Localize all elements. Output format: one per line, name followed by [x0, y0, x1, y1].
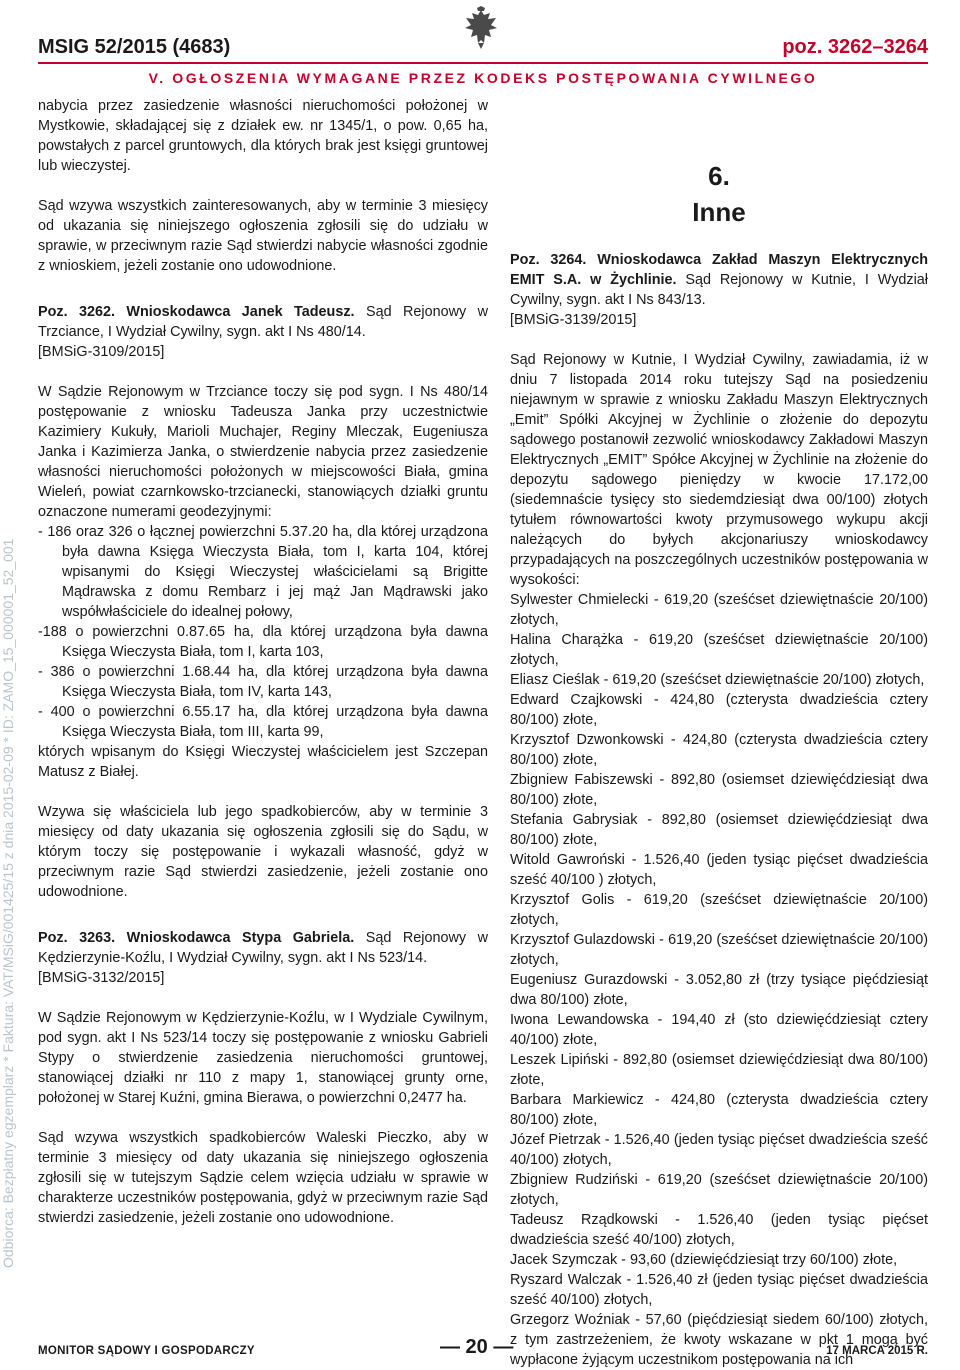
paragraph: [BMSiG-3109/2015] [38, 344, 165, 360]
paragraph: Sąd wzywa wszystkich spadkobierców Waleski Pieczko, aby w terminie 3 miesięcy od daty ukazania się niniejszego ogłoszenia zgłosili się w tutejszym Sądzie celem wzięcia udziału w sprawie w charakterze uczestników postępowania, gdyż w przeciwnym razie Sąd stwierdzi zasiedzenie, jeżeli zostanie ono udowodnione. [38, 1130, 488, 1226]
paragraph: Sąd wzywa wszystkich zainteresowanych, aby w terminie 3 miesięcy od ukazania się niniejszego ogłoszenia zgłosili się do udziału w sprawie, w przeciwnym razie Sąd stwierdzi nabycie własności zgodnie z wnioskiem, jeżeli zostanie ono udowodnione. [38, 198, 488, 274]
paragraph: Krzysztof Gulazdowski - 619,20 (sześćset dziewiętnaście 20/100) złotych, [510, 932, 928, 968]
paragraph: Halina Charążka - 619,20 (sześćset dziewiętnaście 20/100) złotych, [510, 632, 928, 668]
page-number: — 20 — [440, 1336, 514, 1358]
paragraph: których wpisanym do Księgi Wieczystej właścicielem jest Szczepan Matusz z Białej. [38, 744, 488, 780]
spacer [38, 988, 488, 1008]
notice-title: Poz. 3264. Wnioskodawca Zakład Maszyn Elektrycznych EMIT S.A. w Żychlinie. [510, 252, 928, 288]
paragraph: Józef Pietrzak - 1.526,40 (jeden tysiąc pięćset dwadzieścia sześć 40/100) złotych, [510, 1132, 928, 1168]
paragraph: Eugeniusz Gurazdowski - 3.052,80 zł (trzy tysiące pięćdziesiąt dwa 80/100) złote, [510, 972, 928, 1008]
paragraph: Eliasz Cieślak - 619,20 (sześćset dziewiętnaście 20/100) złotych, [510, 672, 925, 688]
footer-date: 17 MARCA 2015 R. [826, 1345, 928, 1357]
chapter-heading: Inne [692, 197, 746, 227]
spacer [38, 176, 488, 196]
paragraph: [BMSiG-3132/2015] [38, 970, 165, 986]
list-item: -188 o powierzchni 0.87.65 ha, dla której urządzona była dawna Księga Wieczysta Biała, tom I, karta 103, [38, 624, 488, 660]
list-item: - 186 oraz 326 o łącznej powierzchni 5.37.20 ha, dla której urządzona była dawna Księga Wieczysta Biała, tom I, karta 104, której wpisanymi do Księgi Wieczystej właścicielami są Brigitte Mądrawska z domu Rembarz i jej mąż Jan Mądrawski jako współwłaściciele do idealnej połowy, [38, 524, 488, 620]
notice-court: Sąd Rejonowy w Trzciance, I Wydział Cywilny, sygn. akt I Ns 480/14. [38, 304, 488, 340]
notice-court: Sąd Rejonowy w Kutnie, I Wydział Cywilny, sygn. akt I Ns 843/13. [510, 272, 928, 308]
paragraph: Sylwester Chmielecki - 619,20 (sześćset dziewiętnaście 20/100) złotych, [510, 592, 928, 628]
chapter-heading: 6. [708, 161, 730, 191]
paragraph: Stefania Gabrysiak - 892,80 (osiemset dziewięćdziesiąt dwa 80/100) złote, [510, 812, 928, 848]
notice-title: Poz. 3263. Wnioskodawca Stypa Gabriela. [38, 930, 355, 946]
paragraph: Leszek Lipiński - 892,80 (osiemset dziewięćdziesiąt dwa 80/100) złote, [510, 1052, 928, 1088]
spacer [510, 330, 928, 350]
notice-title: Poz. 3262. Wnioskodawca Janek Tadeusz. [38, 304, 355, 320]
spacer [38, 782, 488, 802]
paragraph: Edward Czajkowski - 424,80 (czterysta dwadzieścia cztery 80/100) złote, [510, 692, 928, 728]
paragraph: Krzysztof Golis - 619,20 (sześćset dziewiętnaście 20/100) złotych, [510, 892, 928, 928]
eagle-emblem-icon [463, 6, 499, 50]
spacer [38, 1108, 488, 1128]
paragraph: Jacek Szymczak - 93,60 (dziewięćdziesiąt trzy 60/100) złote, [510, 1252, 898, 1268]
left-column [38, 96, 488, 1228]
footer-publisher: MONITOR SĄDOWY I GOSPODARCZY [38, 1345, 255, 1357]
paragraph: W Sądzie Rejonowym w Kędzierzynie-Koźlu, w I Wydziale Cywilnym, pod sygn. akt I Ns 523/14 toczy się postępowanie z wniosku Gabrieli Stypy o stwierdzenie zasiedzenia nieruchomości gruntowej, stanowiącej działki nr 110 z mapy 1, stanowiącej grunty orne, położonej w Starej Kuźni, gmina Bierawa, o powierzchni 0,2477 ha. [38, 1010, 488, 1106]
paragraph: Tadeusz Rządkowski - 1.526,40 (jeden tysiąc pięćset dwadzieścia sześć 40/100) złotych, [510, 1212, 928, 1248]
list-item: - 386 o powierzchni 1.68.44 ha, dla której urządzona była dawna Księga Wieczysta Biała, tom IV, karta 143, [38, 664, 488, 700]
header-rule [38, 62, 928, 64]
sidebar-watermark: Odbiorca: Bezpłatny egzemplarz * Faktura: VAT/MSiG/001425/15 z dnia 2015-02-09 * ID: ZAMO_15_000001_52_001 [0, 538, 16, 1268]
positions-range: poz. 3262–3264 [782, 36, 928, 58]
paragraph: Iwona Lewandowska - 194,40 zł (sto dziewięćdziesiąt cztery 40/100) złote, [510, 1012, 928, 1048]
notice-heading [38, 928, 488, 968]
paragraph: [BMSiG-3139/2015] [510, 312, 637, 328]
notice-court: Sąd Rejonowy w Kędzierzynie-Koźlu, I Wydział Cywilny, sygn. akt I Ns 523/14. [38, 930, 488, 966]
paragraph: Krzysztof Dzwonkowski - 424,80 (czterysta dwadzieścia cztery 80/100) złote, [510, 732, 928, 768]
spacer [38, 276, 488, 302]
spacer [38, 902, 488, 928]
paragraph: Witold Gawroński - 1.526,40 (jeden tysiąc pięćset dwadzieścia sześć 40/100 ) złotych, [510, 852, 928, 888]
paragraph: Zbigniew Rudziński - 619,20 (sześćset dziewiętnaście 20/100) złotych, [510, 1172, 928, 1208]
section-title: V. OGŁOSZENIA WYMAGANE PRZEZ KODEKS POSTĘPOWANIA CYWILNEGO [148, 70, 818, 86]
list-item: - 400 o powierzchni 6.55.17 ha, dla której urządzona była dawna Księga Wieczysta Biała, tom III, karta 99, [38, 704, 488, 740]
paragraph: Ryszard Walczak - 1.526,40 zł (jeden tysiąc pięćset dwadzieścia sześć 40/100) złotych, [510, 1272, 928, 1308]
notice-heading [510, 250, 928, 310]
paragraph: nabycia przez zasiedzenie własności nieruchomości położonej w Mystkowie, składającej się z działek ew. nr 1345/1, o pow. 0,65 ha, powstałych z parcel gruntowych, dla których brak jest księgi gruntowej lub wieczystej. [38, 98, 488, 174]
paragraph: Wzywa się właściciela lub jego spadkobierców, aby w terminie 3 miesięcy od daty ukazania się ogłoszenia zgłosili się do Sądu, w którym toczy się postępowanie i wykazali własność, gdyż w przeciwnym razie Sąd stwierdzi zasiedzenie, jeżeli zostanie ono udowodnione. [38, 804, 488, 900]
paragraph: Zbigniew Fabiszewski - 892,80 (osiemset dziewięćdziesiąt dwa 80/100) złote, [510, 772, 928, 808]
notice-heading [38, 302, 488, 342]
paragraph: Grzegorz Woźniak - 57,60 (pięćdziesiąt siedem 60/100) złotych, z tym zastrzeżeniem, że kwoty wskazane w pkt 1 mogą być wypłacone żyjącym uczestnikom postępowania na ich [510, 1312, 928, 1368]
paragraph: Sąd Rejonowy w Kutnie, I Wydział Cywilny, zawiadamia, iż w dniu 7 listopada 2014 roku tutejszy Sąd na posiedzeniu niejawnym w sprawie z wniosku Zakładu Maszyn Elektrycznych „Emit” Spółki Akcyjnej w Żychlinie o złożenie do depozytu sądowego postanowił zezwolić wnioskodawcy Zakładowi Maszyn Elektrycznych „EMIT” Spółce Akcyjnej w Żychlinie na złożenie do depozytu sądowego pieniędzy w kwocie 17.172,00 (siedemnaście tysięcy sto siedemdziesiąt dwa 00/100) złotych tytułem równowartości kwoty przymusowego wykupu akcji należących do byłych akcjonariuszy wnioskodawcy przypadających na poszczególnych uczestników postępowania w wysokości: [510, 352, 928, 588]
spacer [38, 362, 488, 382]
right-column [510, 158, 928, 1370]
spacer [510, 230, 928, 250]
paragraph: W Sądzie Rejonowym w Trzciance toczy się pod sygn. I Ns 480/14 postępowanie z wniosku Tadeusza Janka przy uczestnictwie Kazimiery Kukuły, Marioli Muchajer, Reginy Mleczak, Eugeniusza Janka i Kazimierza Janka, o stwierdzenie nabycia przez zasiedzenie własności nieruchomości położonych w miejscowości Biała, gmina Wieleń, powiat czarnkowsko-trzcianecki, stanowiących działki gruntu oznaczone numerami geodezyjnymi: [38, 384, 488, 520]
paragraph: Barbara Markiewicz - 424,80 (czterysta dwadzieścia cztery 80/100) złote, [510, 1092, 928, 1128]
issue-title: MSIG 52/2015 (4683) [38, 36, 231, 58]
